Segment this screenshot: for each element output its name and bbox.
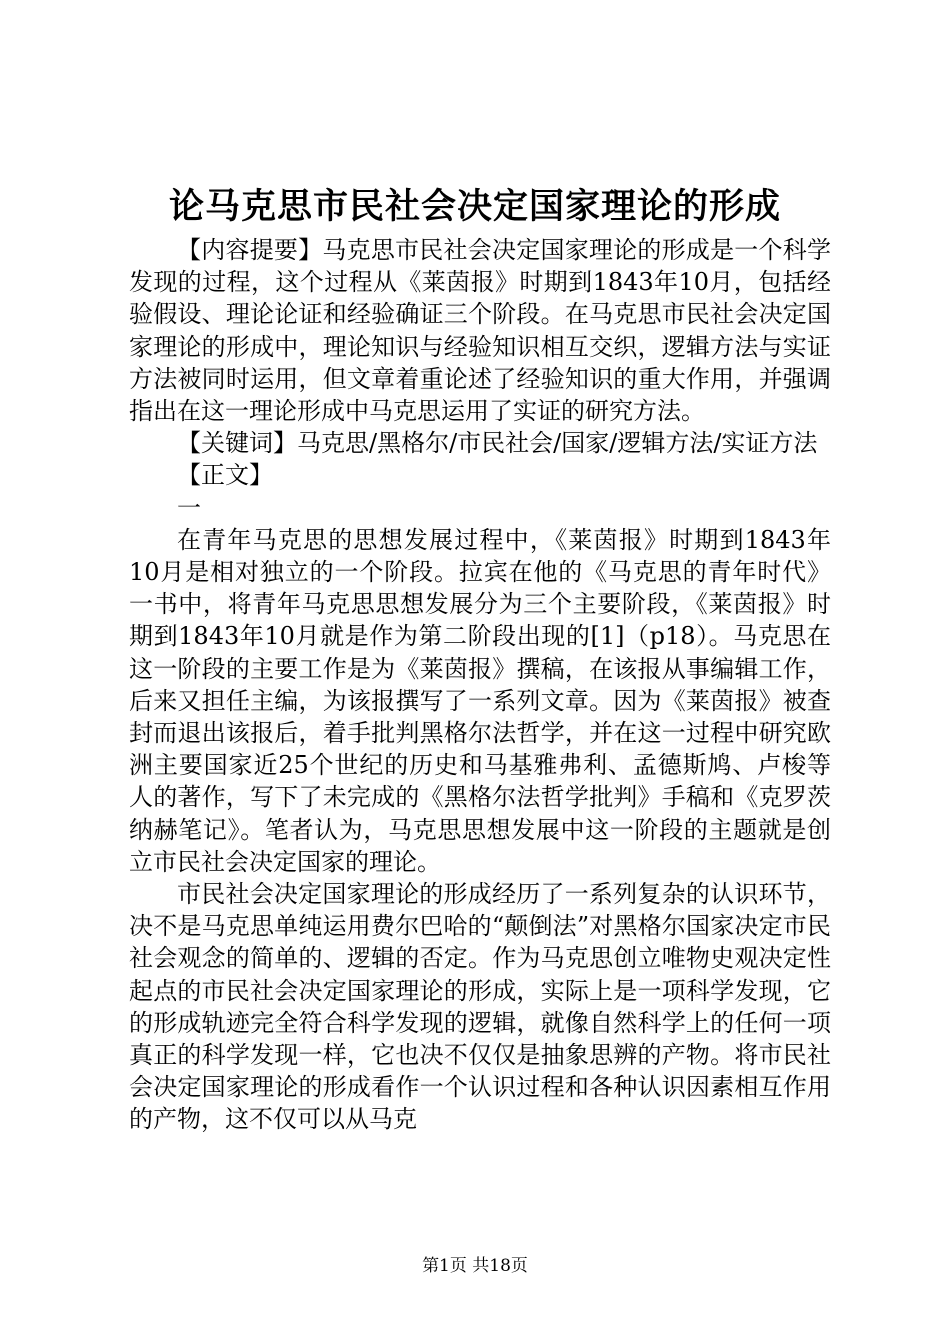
- page-footer: 第1页 共18页: [422, 1256, 528, 1276]
- document-title: 论马克思市民社会决定国家理论的形成: [168, 186, 781, 227]
- body-heading: 【正文】: [177, 461, 273, 490]
- body-paragraph-2: 市民社会决定国家理论的形成经历了一系列复杂的认识环节，决不是马克思单纯运用费尔巴哈的“颠倒法”对黑格尔国家决定市民社会观念的简单的、逻辑的否定。作为马克思创立唯物史观决定性起点的市民社会决定国家理论的形成，实际上是一项科学发现，它的形成轨迹完全符合科学发现的逻辑，就像自然科学上的任何一项真正的科学发现一样，它也决不仅仅是抽象思辨的产物。将市民社会决定国家理论的形成看作一个认识过程和各种认识因素相互作用的产物，这不仅可以从马克: [129, 880, 831, 1134]
- body-paragraph-1: 在青年马克思的思想发展过程中，《莱茵报》时期到1843年10月是相对独立的一个阶段。拉宾在他的《马克思的青年时代》一书中，将青年马克思思想发展分为三个主要阶段，《莱茵报》时期到1843年10月就是作为第二阶段出现的[1]（p18）。马克思在这一阶段的主要工作是为《莱茵报》撰稿，在该报从事编辑工作，后来又担任主编，为该报撰写了一系列文章。因为《莱茵报》被查封而退出该报后，着手批判黑格尔法哲学，并在这一过程中研究欧洲主要国家近25个世纪的历史和马基雅弗利、孟德斯鸠、卢梭等人的著作，写下了未完成的《黑格尔法哲学批判》手稿和《克罗茨纳赫笔记》。笔者认为，马克思思想发展中这一阶段的主题就是创立市民社会决定国家的理论。: [129, 525, 831, 876]
- document-body: [129, 234, 831, 1136]
- keywords-paragraph: 【关键词】马克思/黑格尔/市民社会/国家/逻辑方法/实证方法: [177, 429, 818, 458]
- abstract-paragraph: 【内容提要】马克思市民社会决定国家理论的形成是一个科学发现的过程，这个过程从《莱茵报》时期到1843年10月，包括经验假设、理论论证和经验确证三个阶段。在马克思市民社会决定国家理论的形成中，理论知识与经验知识相互交织，逻辑方法与实证方法被同时运用，但文章着重论述了经验知识的重大作用，并强调指出在这一理论形成中马克思运用了实证的研究方法。: [129, 236, 831, 426]
- section-number: 一: [177, 493, 201, 522]
